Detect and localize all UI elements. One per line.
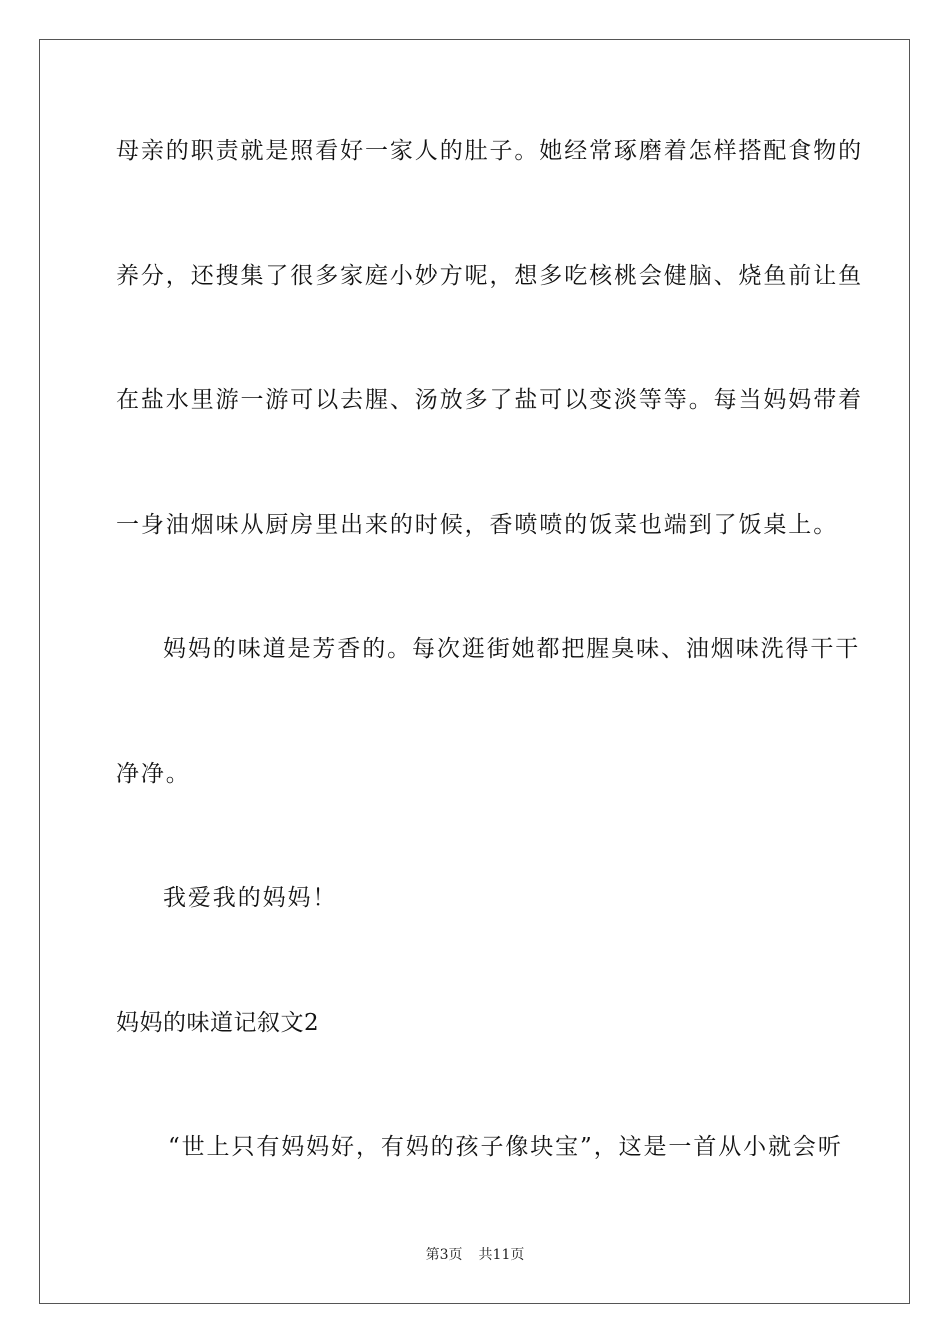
page-total: 共11页	[478, 1247, 525, 1263]
paragraph-line-5: 妈妈的味道是芳香的。每次逛街她都把腥臭味、油烟味洗得干干	[163, 636, 861, 662]
page-footer	[0, 1246, 950, 1264]
section-heading: 妈妈的味道记叙文2	[116, 1010, 320, 1036]
paragraph-line-8: “世上只有妈妈好，有妈的孩子像块宝”，这是一首从小就会听	[168, 1134, 843, 1160]
page-number: 第3页	[425, 1247, 463, 1263]
page-frame	[39, 39, 910, 1304]
paragraph-line-6: 净净。	[116, 761, 191, 787]
paragraph-line-3: 在盐水里游一游可以去腥、汤放多了盐可以变淡等等。每当妈妈带着	[116, 387, 863, 413]
paragraph-line-7: 我爱我的妈妈！	[163, 885, 338, 911]
paragraph-line-2: 养分，还搜集了很多家庭小妙方呢，想多吃核桃会健脑、烧鱼前让鱼	[116, 263, 863, 289]
paragraph-line-1: 母亲的职责就是照看好一家人的肚子。她经常琢磨着怎样搭配食物的	[116, 138, 863, 164]
paragraph-line-4: 一身油烟味从厨房里出来的时候，香喷喷的饭菜也端到了饭桌上。	[116, 512, 839, 538]
